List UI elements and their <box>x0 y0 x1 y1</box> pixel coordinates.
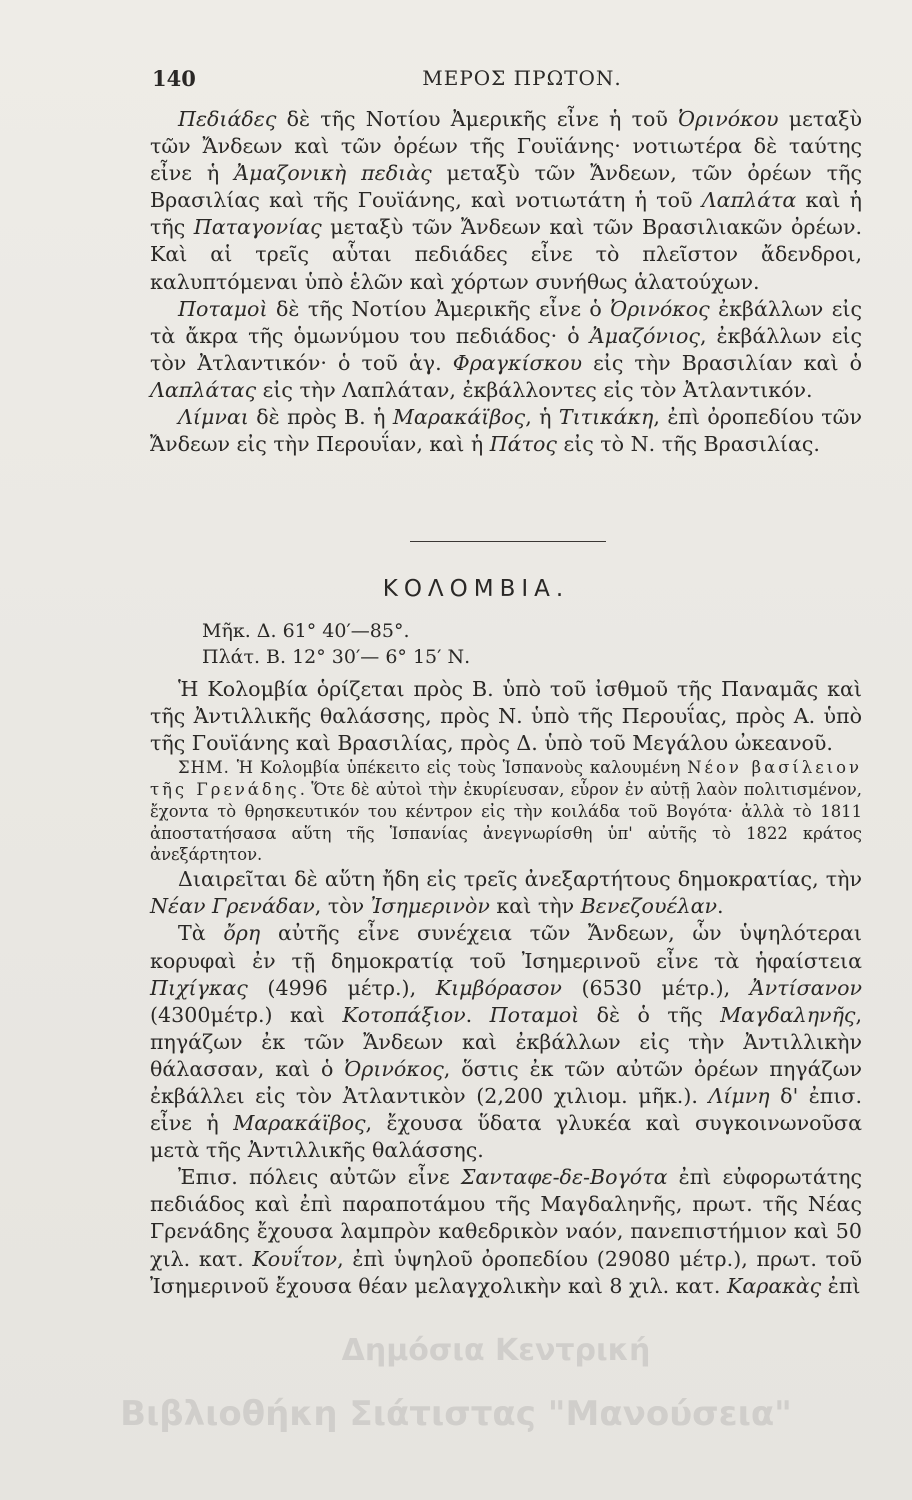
text-run: εἰς τὴν Λαπλάταν, ἐκβάλλοντες εἰς τὸν Ἀτλαντικόν. <box>256 377 813 402</box>
paragraph-plains <box>150 106 862 296</box>
text-run: (4300μέτρ.) καὶ <box>150 1002 343 1027</box>
paragraph-cities <box>150 1164 862 1299</box>
text-run: . Ὅτε δὲ αὐτοὶ τὴν ἐκυρίευσαν, εὗρον ἐν αὐτῇ λαὸν πολιτισμένον, ἔχοντα τὸ θρησκευτικόν του κέντρον εἰς τὴν κοιλάδα τοῦ Βογότα· ἀλλὰ τὸ 1811 ἀποστατήσασα αὕτη τῆς Ἱσπανίας ἀνεγνωρίσθη ὑπ' αὐτῆς τὸ 1822 κράτος ἀνεξάρτητον. <box>150 780 862 865</box>
paragraph-mountains-rivers <box>150 920 862 1164</box>
text-run: , πηγάζων ἐκ τῶν Ἄνδεων καὶ ἐκβάλλων εἰς τὴν Ἀντιλλικὴν θάλασσαν, καὶ ὁ <box>150 1002 862 1081</box>
library-watermark-line2: Βιβλιοθήκη Σιάτιστας "Μανούσεια" <box>120 1394 792 1434</box>
library-watermark-line1: Δημόσια Κεντρική <box>341 1333 651 1368</box>
latitude-line: Πλάτ. Β. 12° 30′— 6° 15′ Ν. <box>202 646 471 668</box>
italic-term: Ποταμοὶ <box>178 296 268 321</box>
italic-term: Βενεζουέλαν <box>580 894 718 919</box>
text-run: Ἡ Κολομβία ὑπέκειτο εἰς τοὺς Ἱσπανοὺς καλουμένη <box>229 758 688 778</box>
section-divider <box>410 541 606 542</box>
text-run: ΣΗΜ. <box>178 758 230 778</box>
italic-term: Τιτικάκη <box>558 405 654 430</box>
italic-term: Φραγκίσκου <box>452 350 582 375</box>
text-run: , ἐπὶ ὀροπεδίου τῶν Ἄνδεων εἰς τὴν Περουΐαν, καὶ ἡ <box>150 405 862 457</box>
italic-term: Πιχίγκας <box>150 975 248 1000</box>
text-run: ἐκβάλλων εἰς τὰ ἄκρα τῆς ὁμωνύμου του πεδιάδος· ὁ <box>150 296 862 348</box>
text-run: καὶ ἡ τῆς <box>150 188 862 240</box>
section-text <box>150 676 862 1300</box>
running-head <box>152 66 852 96</box>
text-run: , τὸν <box>314 894 371 919</box>
italic-term: Μαρακάϊβος <box>233 1111 366 1136</box>
running-title: ΜΕΡΟΣ ΠΡΩΤΟΝ. <box>422 66 622 90</box>
text-run: . <box>717 894 724 919</box>
paragraph-borders <box>150 676 862 757</box>
text-run: δὲ ὁ τῆς <box>579 1002 721 1027</box>
text-run: μεταξὺ τῶν Ἄνδεων καὶ τῶν ὀρέων τῆς Γουϊάνης· νοτιωτέρα δὲ ταύτης εἶνε ἡ <box>150 107 862 186</box>
text-run: δὲ τῆς Νοτίου Ἀμερικῆς εἶνε ἡ τοῦ <box>276 107 679 131</box>
page-number: 140 <box>152 66 196 91</box>
longitude-line: Μῆκ. Δ. 61° 40′—85°. <box>202 620 410 642</box>
italic-term: Μαρακάϊβος <box>392 405 526 430</box>
text-run: . <box>465 1002 490 1027</box>
footnote-remark <box>150 757 862 866</box>
text-run: (4996 μέτρ.), <box>247 975 436 1000</box>
intro-text <box>150 106 862 458</box>
paragraph-lakes <box>150 404 862 458</box>
italic-term: Λίμνη <box>708 1084 770 1109</box>
italic-term: Λίμναι <box>178 405 249 430</box>
italic-term: Κοτοπάξιον <box>342 1002 466 1027</box>
italic-term: Λαπλάτα <box>701 188 797 213</box>
italic-term: Παταγονίας <box>193 215 322 240</box>
italic-term: Ποταμοὶ <box>489 1002 580 1027</box>
italic-term: Ἀμαζονικὴ πεδιὰς <box>234 161 432 186</box>
italic-term: Σανταφε-δε-Βογότα <box>460 1165 668 1190</box>
text-run: Ἡ Κολομβία ὁρίζεται πρὸς Β. ὑπὸ τοῦ ἰσθμοῦ τῆς Παναμᾶς καὶ τῆς Ἀντιλλικῆς θαλάσσης, πρὸς Ν. ὑπὸ τῆς Περουΐας, πρὸς Α. ὑπὸ τῆς Γουϊάνης καὶ Βρασιλίας, πρὸς Δ. ὑπὸ τοῦ Μεγάλου ὠκεανοῦ. <box>150 677 862 756</box>
text-run: , ἐπὶ ὑψηλοῦ ὀροπεδίου (29080 μέτρ.), πρωτ. τοῦ Ἰσημερινοῦ ἔχουσα θέαν μελαγχολικὴν καὶ 8 χιλ. κατ. <box>150 1246 862 1298</box>
text-run: , ἡ <box>525 405 559 430</box>
text-run: εἰς τὴν Βρασιλίαν καὶ ὁ <box>582 350 863 375</box>
text-run: , ἔχουσα ὕδατα γλυκέα καὶ συγκοινωνοῦσα μετὰ τῆς Ἀντιλλικῆς θαλάσσης. <box>150 1111 862 1163</box>
text-run: , ὅστις ἐκ τῶν αὐτῶν ὀρέων πηγάζων ἐκβάλλει εἰς τὸν Ἀτλαντικὸν (2,200 χιλιομ. μῆκ.). <box>150 1056 862 1109</box>
italic-term: Μαγδαληνῆς <box>720 1002 856 1027</box>
paragraph-rivers <box>150 296 862 404</box>
italic-term: Πάτος <box>489 432 557 457</box>
text-run: αὐτῆς εἶνε συνέχεια τῶν Ἄνδεων, ὧν ὑψηλότεραι κορυφαὶ ἐν τῇ δημοκρατίᾳ τοῦ Ἰσημερινοῦ εἶνε τὰ ἡφαίστεια <box>150 921 862 973</box>
text-run: δὲ τῆς Νοτίου Ἀμερικῆς εἶνε ὁ <box>267 296 611 321</box>
paragraph-division <box>150 866 862 920</box>
italic-term: Λαπλάτας <box>150 377 257 402</box>
text-run: δ' ἐπισ. εἶνε ἡ <box>150 1084 862 1136</box>
italic-term: Ἰσημερινὸν <box>370 894 490 919</box>
italic-term: Κουΐτον <box>252 1246 338 1271</box>
text-run: εἰς τὸ Ν. τῆς Βρασιλίας. <box>556 432 820 457</box>
text-run: , ἐκβάλλων εἰς τὸν Ἀτλαντικόν· ὁ τοῦ ἁγ. <box>150 323 862 375</box>
text-run: δὲ πρὸς Β. ἡ <box>248 405 393 430</box>
text-run: ἐπὶ εὐφορωτάτης πεδιάδος καὶ ἐπὶ παραποτάμου τῆς Μαγδαληνῆς, πρωτ. τῆς Νέας Γρενάδης ἔχουσα λαμπρὸν καθεδρικὸν ναόν, πανεπιστήμιον καὶ 50 χιλ. κατ. <box>150 1165 862 1271</box>
italic-term: Καρακὰς <box>726 1273 822 1298</box>
italic-term: Ὀρινόκος <box>610 296 710 321</box>
text-run: μεταξὺ τῶν Ἄνδεων καὶ τῶν Βρασιλιακῶν ὀρέων. Καὶ αἱ τρεῖς αὗται πεδιάδες εἶνε τὸ πλεῖστον ἄδενδροι, καλυπτόμεναι ὑπὸ ἑλῶν καὶ χόρτων συνήθως ἁλατούχων. <box>150 215 863 294</box>
italic-term: Ἀμαζόνιος <box>589 323 700 348</box>
text-run: (6530 μέτρ.), <box>561 975 750 1000</box>
text-run: καὶ τὴν <box>489 894 581 919</box>
text-run: μεταξὺ τῶν Ἄνδεων, τῶν ὀρέων τῆς Βρασιλίας καὶ τῆς Γουϊάνης, καὶ νοτιωτάτη ἡ τοῦ <box>150 161 862 213</box>
italic-term: Ἀντίσανον <box>749 975 862 1000</box>
italic-term: Κιμβόρασον <box>435 975 562 1000</box>
italic-term: Πεδιάδες <box>178 107 277 131</box>
italic-term: Νέαν Γρενάδαν <box>150 894 315 919</box>
text-run: Διαιρεῖται δὲ αὕτη ἤδη εἰς τρεῖς ἀνεξαρτήτους δημοκρατίας, τὴν <box>178 867 862 892</box>
text-run: Νέον βασίλειον τῆς Γρενάδης <box>150 758 862 800</box>
text-run: Ἐπισ. πόλεις αὐτῶν εἶνε <box>178 1165 461 1190</box>
italic-term: Ὀρινόκου <box>678 107 779 131</box>
italic-term: Ὀρινόκος <box>344 1056 444 1081</box>
italic-term: ὄρη <box>223 921 261 946</box>
text-run: ἐπὶ <box>821 1273 861 1298</box>
section-heading: ΚΟΛΟΜΒΙΑ. <box>382 576 570 602</box>
text-run: Τὰ <box>178 921 224 946</box>
